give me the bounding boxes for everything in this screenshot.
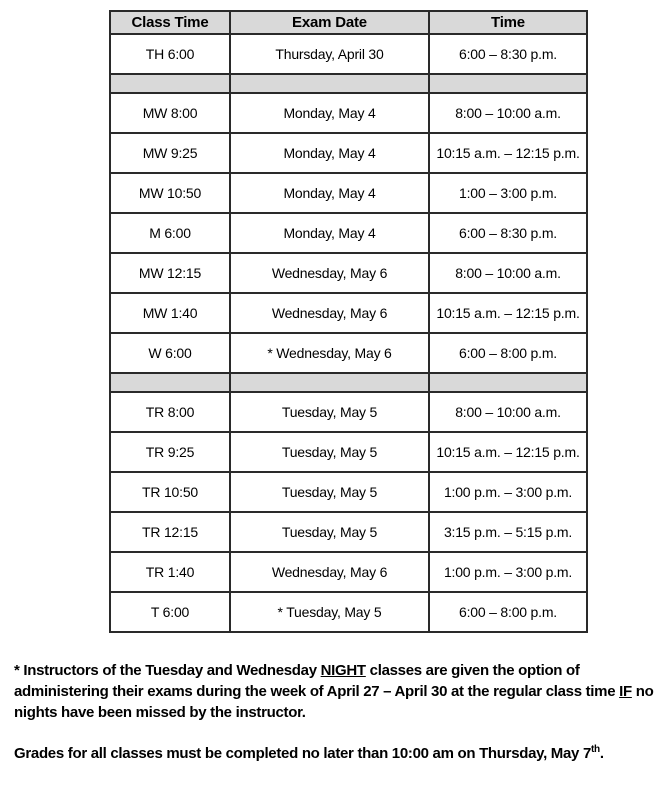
note-text: classes are given the option of administering their exams during the week of April 27 – April 30 at the regular class time <box>14 662 620 700</box>
exam-date-cell: Wednesday, May 6 <box>230 253 429 293</box>
class-time-cell: TH 6:00 <box>110 34 230 74</box>
class-time-cell: T 6:00 <box>110 592 230 632</box>
table-row <box>110 333 587 373</box>
time-cell: 6:00 – 8:00 p.m. <box>429 592 587 632</box>
note-text: * Instructors of the Tuesday and Wednesday <box>14 662 321 679</box>
table-row <box>110 472 587 512</box>
table-row <box>110 293 587 333</box>
table-row <box>110 392 587 432</box>
time-cell: 6:00 – 8:30 p.m. <box>429 34 587 74</box>
class-time-cell: TR 10:50 <box>110 472 230 512</box>
table-row <box>110 552 587 592</box>
class-time-cell: MW 1:40 <box>110 293 230 333</box>
time-cell: 10:15 a.m. – 12:15 p.m. <box>429 432 587 472</box>
time-cell: 1:00 p.m. – 3:00 p.m. <box>429 472 587 512</box>
time-cell: 3:15 p.m. – 5:15 p.m. <box>429 512 587 552</box>
class-time-cell: TR 1:40 <box>110 552 230 592</box>
exam-schedule-table <box>109 10 588 633</box>
table-row <box>110 133 587 173</box>
note-text: no nights have been missed by the instructor. <box>14 683 654 721</box>
time-cell: 8:00 – 10:00 a.m. <box>429 253 587 293</box>
exam-date-cell: Tuesday, May 5 <box>230 432 429 472</box>
time-cell: 8:00 – 10:00 a.m. <box>429 392 587 432</box>
separator-cell <box>429 74 587 93</box>
separator-cell <box>110 373 230 392</box>
night-classes-note <box>14 660 664 723</box>
class-time-cell: MW 8:00 <box>110 93 230 133</box>
note-text: Grades for all classes must be completed no later than 10:00 am on Thursday, May 7 <box>14 745 591 762</box>
time-cell: 10:15 a.m. – 12:15 p.m. <box>429 133 587 173</box>
exam-date-cell: Monday, May 4 <box>230 133 429 173</box>
separator-cell <box>429 373 587 392</box>
time-cell: 10:15 a.m. – 12:15 p.m. <box>429 293 587 333</box>
class-time-cell: M 6:00 <box>110 213 230 253</box>
class-time-cell: TR 8:00 <box>110 392 230 432</box>
table-row <box>110 253 587 293</box>
table-row <box>110 34 587 74</box>
time-cell: 8:00 – 10:00 a.m. <box>429 93 587 133</box>
class-time-cell: MW 9:25 <box>110 133 230 173</box>
table-row <box>110 173 587 213</box>
exam-date-cell: Monday, May 4 <box>230 173 429 213</box>
exam-date-cell: * Tuesday, May 5 <box>230 592 429 632</box>
header-exam-date: Exam Date <box>230 11 429 34</box>
separator-row <box>110 373 587 392</box>
ordinal-suffix: th <box>591 744 600 755</box>
separator-cell <box>230 373 429 392</box>
table-row <box>110 432 587 472</box>
table-row <box>110 592 587 632</box>
class-time-cell: MW 12:15 <box>110 253 230 293</box>
if-emphasis: IF <box>619 683 632 700</box>
grades-deadline-note <box>14 743 664 764</box>
separator-row <box>110 74 587 93</box>
note-text: . <box>599 745 604 762</box>
exam-date-cell: Tuesday, May 5 <box>230 512 429 552</box>
notes-section <box>14 660 664 764</box>
exam-date-cell: Monday, May 4 <box>230 213 429 253</box>
class-time-cell: W 6:00 <box>110 333 230 373</box>
table-header-row <box>110 11 587 34</box>
header-time: Time <box>429 11 587 34</box>
exam-date-cell: Tuesday, May 5 <box>230 392 429 432</box>
exam-date-cell: Wednesday, May 6 <box>230 293 429 333</box>
table-row <box>110 93 587 133</box>
time-cell: 1:00 p.m. – 3:00 p.m. <box>429 552 587 592</box>
time-cell: 1:00 – 3:00 p.m. <box>429 173 587 213</box>
table-body <box>110 34 587 632</box>
exam-date-cell: Monday, May 4 <box>230 93 429 133</box>
class-time-cell: MW 10:50 <box>110 173 230 213</box>
exam-date-cell: Thursday, April 30 <box>230 34 429 74</box>
exam-date-cell: Tuesday, May 5 <box>230 472 429 512</box>
class-time-cell: TR 9:25 <box>110 432 230 472</box>
separator-cell <box>230 74 429 93</box>
class-time-cell: TR 12:15 <box>110 512 230 552</box>
table-row <box>110 213 587 253</box>
exam-date-cell: Wednesday, May 6 <box>230 552 429 592</box>
separator-cell <box>110 74 230 93</box>
night-emphasis: NIGHT <box>320 662 366 679</box>
exam-date-cell: * Wednesday, May 6 <box>230 333 429 373</box>
time-cell: 6:00 – 8:30 p.m. <box>429 213 587 253</box>
table-row <box>110 512 587 552</box>
header-class-time: Class Time <box>110 11 230 34</box>
time-cell: 6:00 – 8:00 p.m. <box>429 333 587 373</box>
